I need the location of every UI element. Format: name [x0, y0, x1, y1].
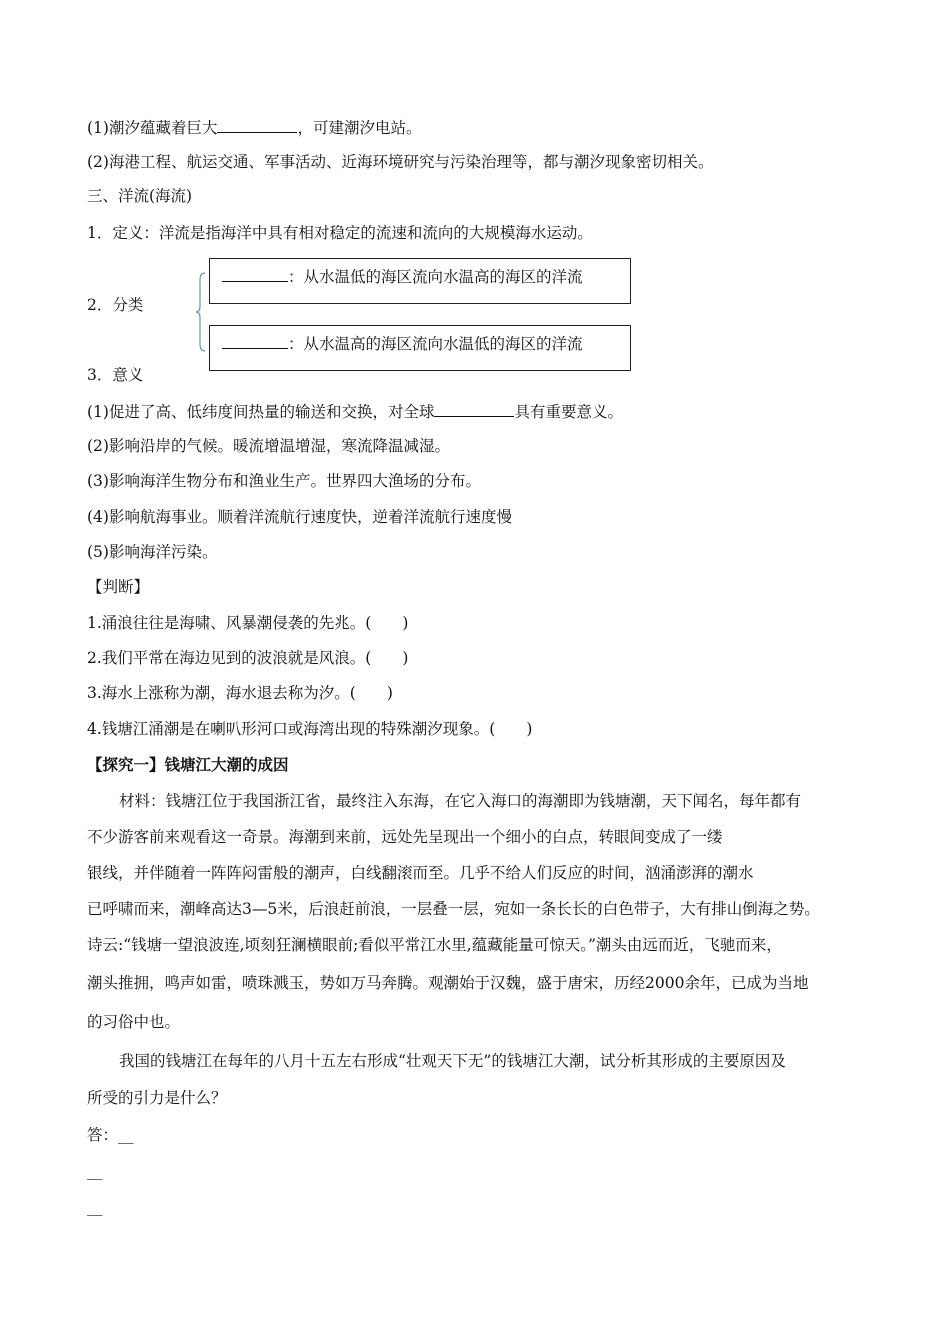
cold-current-desc: ：从水温高的海区流向水温低的海区的洋流 — [288, 335, 583, 353]
question-line-1: 我国的钱塘江在每年的八月十五左右形成“壮观天下无”的钱塘江大潮，试分析其形成的主要原因及 — [119, 1052, 786, 1070]
cold-current-box — [209, 325, 631, 371]
explore-heading: 【探究一】钱塘江大潮的成因 — [87, 755, 289, 774]
material-line-3: 银线，并伴随着一阵阵闷雷般的潮声，白线翻滚而至。几乎不给人们反应的时间，汹涌澎湃的潮水 — [87, 864, 754, 882]
tide-use-item-1-after: ，可建潮汐电站。 — [297, 119, 422, 137]
tide-use-item-1-before: (1)潮汐蕴藏着巨大 — [87, 119, 218, 137]
warm-current-desc: ：从水温低的海区流向水温高的海区的洋流 — [288, 268, 583, 286]
material-line-4: 已呼啸而来，潮峰高达3—5米，后浪赶前浪，一层叠一层，宛如一条长长的白色带子，大有排山倒海之势。 — [87, 900, 820, 918]
material-line-6: 潮头推拥，鸣声如雷，喷珠溅玉，势如万马奔腾。观潮始于汉魏，盛于唐宋，历经2000余年，已成为当地 — [87, 974, 809, 992]
material-line-1: 材料：钱塘江位于我国浙江省，最终注入东海，在它入海口的海潮即为钱塘潮，天下闻名，每年都有 — [119, 792, 802, 810]
answer-label: 答： — [87, 1126, 119, 1144]
blank-cold-current[interactable] — [222, 332, 288, 349]
section-heading-ocean-current: 三、洋流(海流) — [87, 187, 193, 205]
answer-line-2[interactable]: __ — [87, 1162, 103, 1180]
judge-item-4: 4.钱塘江涌潮是在喇叭形河口或海湾出现的特殊潮汐现象。( ) — [87, 720, 533, 738]
answer-line-1[interactable] — [87, 1124, 134, 1146]
significance-item-5: (5)影响海洋污染。 — [87, 543, 218, 561]
blank-warm-current[interactable] — [222, 265, 288, 282]
significance-label: 3．意义 — [87, 366, 144, 384]
significance-item-2: (2)影响沿岸的气候。暖流增温增湿，寒流降温减湿。 — [87, 437, 450, 455]
answer-mark-1: __ — [118, 1126, 134, 1144]
cold-current-text — [222, 332, 583, 355]
ocean-current-definition: 1．定义：洋流是指海洋中具有相对稳定的流速和流向的大规模海水运动。 — [87, 224, 593, 242]
material-line-7: 的习俗中也。 — [87, 1013, 181, 1031]
significance-item-1-after: 具有重要意义。 — [514, 403, 623, 421]
significance-item-4: (4)影响航海事业。顺着洋流航行速度快，逆着洋流航行速度慢 — [87, 508, 512, 526]
tide-use-item-2: (2)海港工程、航运交通、军事活动、近海环境研究与污染治理等，都与潮汐现象密切相关。 — [87, 153, 714, 171]
blank-energy[interactable] — [217, 116, 297, 133]
significance-item-1 — [87, 400, 623, 423]
material-line-2: 不少游客前来观看这一奇景。海潮到来前，远处先呈现出一个细小的白点，转眼间变成了一缕 — [87, 828, 723, 846]
warm-current-text — [222, 265, 583, 288]
significance-item-3: (3)影响海洋生物分布和渔业生产。世界四大渔场的分布。 — [87, 472, 481, 490]
judge-item-1: 1.涌浪往往是海啸、风暴潮侵袭的先兆。( ) — [87, 614, 409, 632]
brace-icon — [196, 272, 206, 352]
blank-global[interactable] — [434, 400, 514, 417]
material-line-5: 诗云:“钱塘一望浪波连,顷刻狂澜横眼前;看似平常江水里,蕴藏能量可惊天。”潮头由远而近，飞驰而来， — [87, 936, 782, 954]
answer-line-3[interactable]: __ — [87, 1198, 103, 1216]
question-line-2: 所受的引力是什么？ — [87, 1089, 227, 1107]
judge-item-3: 3.海水上涨称为潮，海水退去称为汐。( ) — [87, 684, 393, 702]
warm-current-box — [209, 258, 631, 304]
judge-item-2: 2.我们平常在海边见到的波浪就是风浪。( ) — [87, 649, 409, 667]
classify-label: 2．分类 — [87, 296, 144, 314]
judge-heading: 【判断】 — [87, 578, 150, 596]
significance-item-1-before: (1)促进了高、低纬度间热量的输送和交换，对全球 — [87, 403, 435, 421]
tide-use-item-1 — [87, 116, 421, 139]
